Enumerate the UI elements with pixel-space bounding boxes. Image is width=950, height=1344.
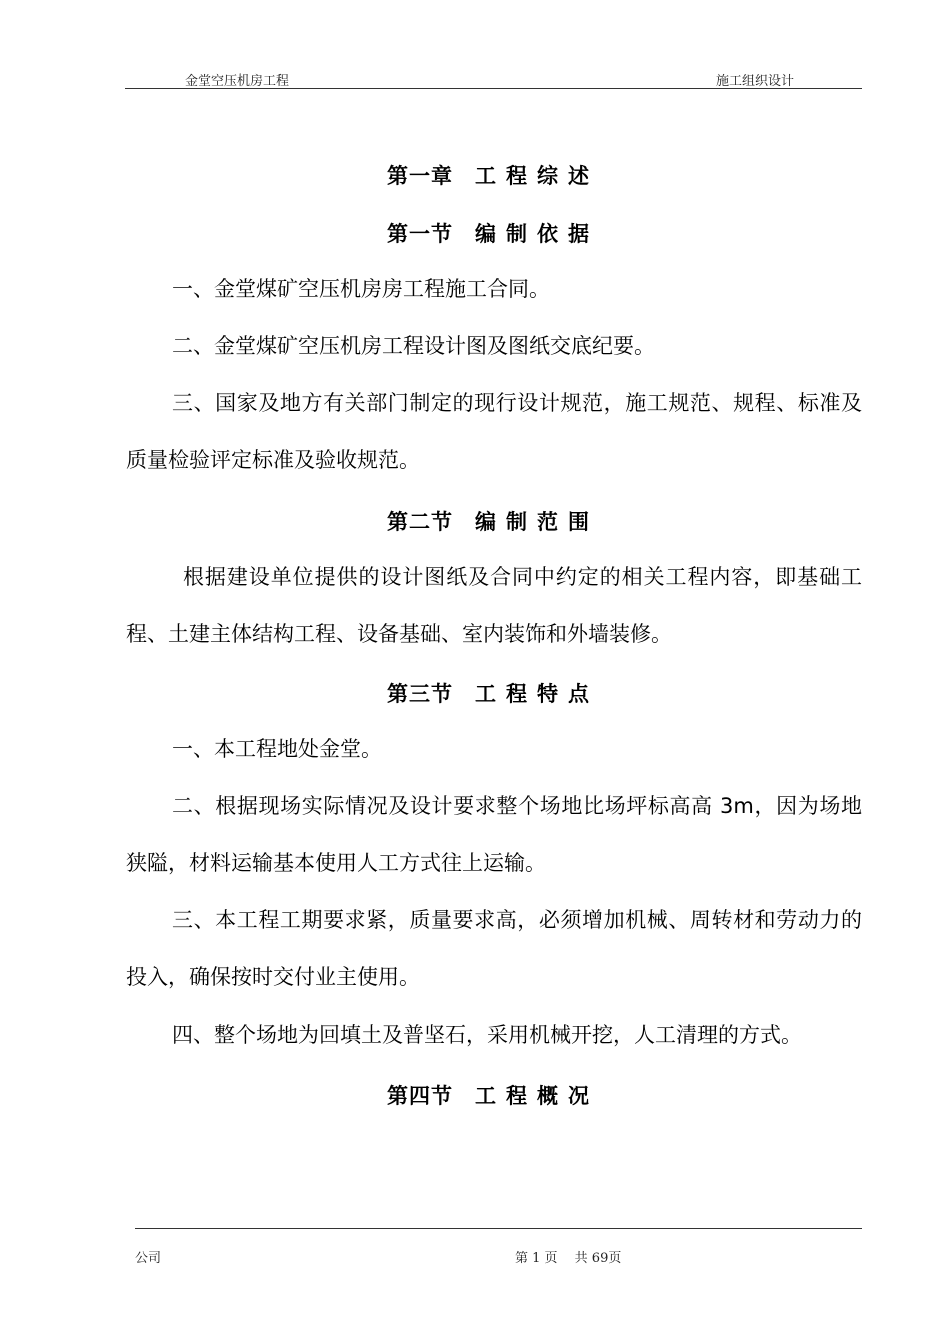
chapter-number: 第一章 bbox=[387, 164, 453, 188]
page-number: 第 1 页 共 69页 bbox=[515, 1251, 622, 1266]
section-number: 第一节 bbox=[387, 222, 453, 246]
section-title-4 bbox=[0, 1080, 950, 1110]
footer-rule bbox=[135, 1228, 862, 1229]
basis-item-2: 二、金堂煤矿空压机房工程设计图及图纸交底纪要。 bbox=[172, 334, 655, 358]
basis-item-1: 一、金堂煤矿空压机房房工程施工合同。 bbox=[172, 277, 550, 301]
feature-item-4: 四、整个场地为回填土及普坚石，采用机械开挖，人工清理的方式。 bbox=[172, 1023, 802, 1047]
section-number: 第四节 bbox=[387, 1084, 453, 1108]
section-number: 第三节 bbox=[387, 682, 453, 706]
section-title-2 bbox=[0, 506, 950, 536]
section-name: 编制范围 bbox=[475, 510, 599, 534]
header-rule bbox=[125, 88, 862, 89]
section-number: 第二节 bbox=[387, 510, 453, 534]
page-footer-left: 公司 bbox=[135, 1251, 162, 1266]
page-header-right: 施工组织设计 bbox=[716, 74, 795, 89]
chapter-title bbox=[0, 160, 950, 190]
feature-item-1: 一、本工程地处金堂。 bbox=[172, 737, 382, 761]
feature-item-2: 二、根据现场实际情况及设计要求整个场地比场坪标高高 3m，因为场地狭隘，材料运输基本使用人工方式往上运输。 bbox=[126, 794, 862, 875]
section-title-1 bbox=[0, 218, 950, 248]
section-title-3 bbox=[0, 678, 950, 708]
chapter-name: 工程综述 bbox=[475, 164, 599, 188]
section-name: 编制依据 bbox=[475, 222, 599, 246]
basis-item-3: 三、国家及地方有关部门制定的现行设计规范，施工规范、规程、标准及质量检验评定标准及验收规范。 bbox=[126, 391, 862, 472]
page-header-left: 金堂空压机房工程 bbox=[185, 74, 290, 89]
feature-item-3: 三、本工程工期要求紧，质量要求高，必须增加机械、周转材和劳动力的投入，确保按时交付业主使用。 bbox=[126, 908, 862, 989]
section-name: 工程概况 bbox=[475, 1084, 599, 1108]
section-name: 工程特点 bbox=[475, 682, 599, 706]
scope-paragraph: 根据建设单位提供的设计图纸及合同中约定的相关工程内容，即基础工程、土建主体结构工程、设备基础、室内装饰和外墙装修。 bbox=[126, 565, 862, 646]
